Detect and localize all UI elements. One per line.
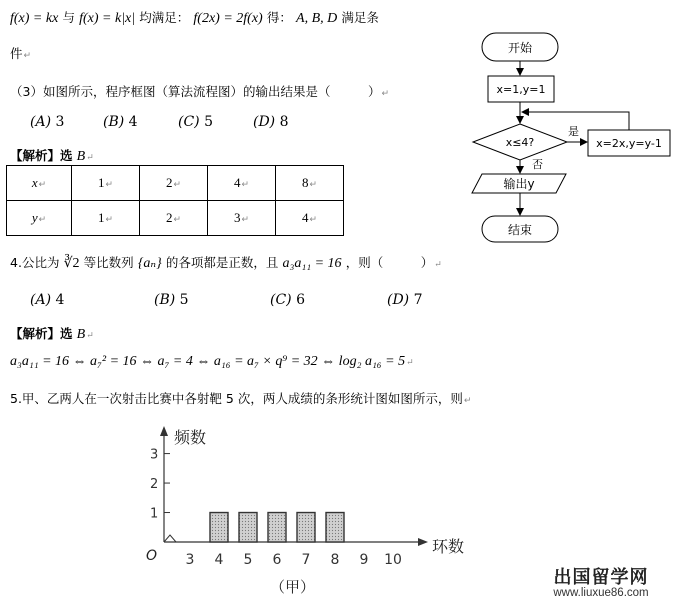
- flow-init-label: x=1,y=1: [496, 83, 546, 96]
- value-table: [6, 165, 344, 236]
- y-tick-label: 3: [150, 447, 159, 463]
- bar: [239, 513, 257, 542]
- x-tick-label: 7: [301, 552, 311, 568]
- q3-question: [10, 82, 389, 100]
- y-tick-label: 1: [150, 506, 159, 522]
- q3-option-c: (C) 5: [178, 114, 214, 130]
- q4-number: 4.: [10, 255, 22, 270]
- y-axis-arrow-icon: [160, 426, 168, 436]
- analysis-label: 【解析】选: [10, 326, 73, 341]
- flow-no-label: 否: [532, 158, 543, 171]
- paragraph-mark: ↵: [381, 89, 390, 99]
- line-2: [10, 44, 31, 62]
- chart-title: （甲）: [270, 578, 316, 596]
- analysis-answer: B: [76, 327, 86, 342]
- q4-ratio: ∛2: [63, 256, 80, 271]
- x-tick-label: 3: [185, 552, 195, 568]
- table-cell: 1↵: [72, 201, 140, 236]
- flow-yes-label: 是: [568, 125, 579, 138]
- x-tick-label: 9: [359, 552, 369, 568]
- q3-analysis: [10, 146, 94, 165]
- formula-f2x: f(2x) = 2f(x): [193, 11, 263, 26]
- table-cell: 8↵: [276, 166, 344, 201]
- q3-option-d: (D) 8: [253, 114, 289, 130]
- table-cell: 4↵: [276, 201, 344, 236]
- origin-label: O: [146, 548, 158, 564]
- q4-condition: a₃a₁₁ = 16: [282, 256, 342, 271]
- x-tick-label: 6: [272, 552, 282, 568]
- q5-question: [10, 389, 471, 407]
- formula-fx-kx: f(x) = kx: [10, 11, 59, 26]
- q4-option-b: (B) 5: [154, 292, 189, 308]
- q3-question-text: （3）如图所示，程序框图（算法流程图）的输出结果是（ ）: [10, 84, 381, 99]
- table-row: [7, 201, 344, 236]
- x-axis-label: 环数: [432, 537, 465, 556]
- axis-break-mark: [164, 535, 176, 542]
- paragraph-mark: ↵: [86, 331, 94, 341]
- flow-output-label: 输出y: [503, 177, 535, 191]
- q4-text-2: 等比数列: [83, 255, 134, 270]
- watermark-url: www.liuxue86.com: [553, 587, 649, 599]
- flow-start-label: 开始: [507, 41, 533, 55]
- q3-option-a: (A) 3: [30, 114, 65, 130]
- q4-option-a: (A) 4: [30, 292, 65, 308]
- text-jian: 件: [10, 46, 23, 61]
- flow-end-label: 结束: [507, 223, 533, 237]
- analysis-answer: B: [76, 149, 86, 164]
- watermark-title: 出国留学网: [553, 567, 649, 588]
- q4-option-c: (C) 6: [270, 292, 306, 308]
- q4-solution: [10, 354, 414, 370]
- formula-fx-k-abs-x: f(x) = k|x|: [79, 11, 136, 26]
- text-and: 与: [62, 10, 75, 25]
- y-axis-label: 频数: [174, 428, 207, 447]
- text-satisfy-condition: 满足条: [341, 10, 379, 25]
- table-cell: 2↵: [140, 201, 208, 236]
- table-cell: 1↵: [72, 166, 140, 201]
- table-cell-label: x↵: [7, 166, 72, 201]
- q4-solution-formula: a₃a₁₁ = 16 ⇔ a₇² = 16 ⇔ a₇ = 4 ⇔ a₁₆ = a₇ × q⁹ = 32 ⇔ log₂ a₁₆ = 5: [10, 354, 406, 369]
- table-cell: 3↵: [208, 201, 276, 236]
- table-cell: 4↵: [208, 166, 276, 201]
- q4-text-3: 的各项都是正数，且: [165, 255, 279, 270]
- paragraph-mark: ↵: [434, 260, 442, 270]
- q4-text-1: 公比为: [21, 255, 60, 270]
- q4-question: [10, 253, 442, 272]
- x-tick-label: 4: [214, 552, 224, 568]
- table-cell: 2↵: [140, 166, 208, 201]
- table-row: [7, 166, 344, 201]
- bar: [297, 513, 315, 542]
- formula-abd: A, B, D: [296, 11, 338, 26]
- line-1: [10, 8, 379, 27]
- q3-option-b: (B) 4: [103, 114, 138, 130]
- bar: [326, 513, 344, 542]
- paragraph-mark: ↵: [406, 357, 414, 367]
- q4-option-d: (D) 7: [387, 292, 423, 308]
- table-cell-label: y↵: [7, 201, 72, 236]
- q4-text-4: ，则（ ）: [345, 255, 434, 270]
- text-both-satisfy: 均满足：: [139, 10, 190, 25]
- x-axis-arrow-icon: [418, 538, 428, 546]
- q5-question-text: 5.甲、乙两人在一次射击比赛中各射靶 5 次，两人成绩的条形统计图如图所示，则: [10, 391, 463, 406]
- analysis-label: 【解析】选: [10, 148, 73, 163]
- bar: [210, 513, 228, 542]
- paragraph-mark: ↵: [86, 153, 94, 163]
- flow-condition-label: x≤4?: [505, 136, 535, 149]
- y-tick-label: 2: [150, 477, 159, 493]
- q4-sequence: {aₙ}: [137, 256, 162, 271]
- flowchart: [460, 25, 673, 250]
- paragraph-mark: ↵: [463, 396, 472, 406]
- paragraph-mark: ↵: [23, 51, 32, 61]
- bar-chart: [130, 418, 490, 600]
- text-get: 得：: [266, 10, 292, 25]
- x-tick-label: 8: [330, 552, 340, 568]
- bar: [268, 513, 286, 542]
- q4-analysis: [10, 324, 94, 343]
- x-tick-label: 10: [384, 552, 402, 568]
- x-tick-label: 5: [243, 552, 253, 568]
- watermark: [533, 563, 669, 599]
- flow-loop-label: x=2x,y=y-1: [596, 137, 662, 150]
